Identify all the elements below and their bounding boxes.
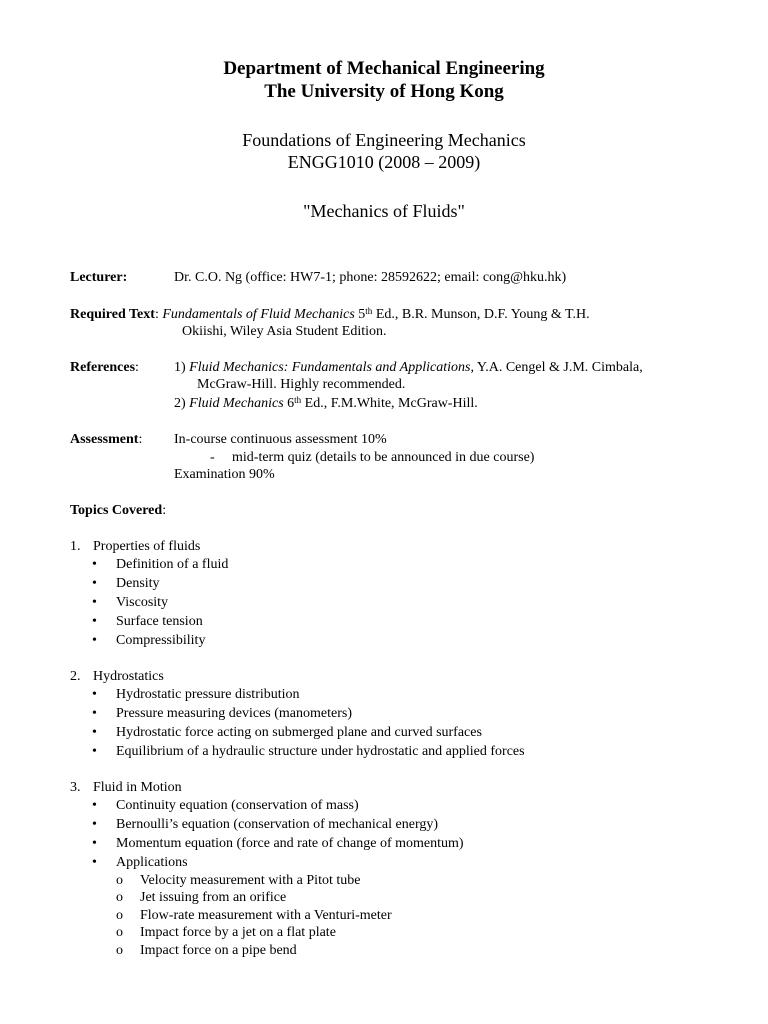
course-title: Foundations of Engineering Mechanics: [242, 130, 526, 150]
list-item-text: Pressure measuring devices (manometers): [116, 706, 352, 721]
list-item-text: Hydrostatic pressure distribution: [116, 687, 300, 702]
bullet-icon: •: [92, 576, 97, 591]
reference-title: Fluid Mechanics: [189, 396, 284, 411]
required-text-line1: [70, 306, 590, 323]
reference-edition-sup: th: [294, 395, 302, 405]
sub-list-item-text: Jet issuing from an orifice: [140, 890, 287, 905]
required-text-line2: Okiishi, Wiley Asia Student Edition.: [182, 324, 387, 339]
required-text-colon: :: [154, 307, 159, 322]
bullet-icon: •: [92, 595, 97, 610]
references-label: References: [70, 360, 136, 375]
reference-item-1-line2: McGraw-Hill. Highly recommended.: [197, 377, 406, 392]
reference-number: 2): [174, 396, 186, 411]
section-title: Properties of fluids: [93, 539, 201, 554]
list-item-text: Continuity equation (conservation of mass): [116, 798, 359, 813]
section-title: Hydrostatics: [93, 669, 164, 684]
section-title: Fluid in Motion: [93, 780, 182, 795]
reference-title: Fluid Mechanics: Fundamentals and Applications: [189, 360, 471, 375]
list-item-text: Compressibility: [116, 633, 206, 648]
sub-list-item-text: Flow-rate measurement with a Venturi-meter: [140, 908, 392, 923]
reference-number: 1): [174, 360, 186, 375]
assessment-label-wrap: [70, 431, 142, 448]
assessment-line3: Examination 90%: [174, 467, 275, 482]
list-item-text: Viscosity: [116, 595, 169, 610]
required-text-label: Required Text: [70, 307, 155, 322]
bullet-icon: •: [92, 836, 97, 851]
reference-item-1: [174, 359, 643, 376]
bullet-icon: •: [92, 557, 97, 572]
reference-item-2: [174, 395, 478, 412]
list-item-text: Density: [116, 576, 160, 591]
lecturer-label: Lecturer:: [70, 270, 128, 285]
bullet-icon: •: [92, 725, 97, 740]
required-text-rest: Ed., B.R. Munson, D.F. Young & T.H.: [375, 307, 590, 322]
topics-label-wrap: [70, 502, 166, 519]
bullet-icon: •: [92, 633, 97, 648]
lecturer-value: Dr. C.O. Ng (office: HW7-1; phone: 28592622; email: cong@hku.hk): [174, 270, 567, 285]
sub-list-item-text: Impact force on a pipe bend: [140, 943, 297, 958]
list-item-text: Momentum equation (force and rate of change of momentum): [116, 836, 464, 851]
list-item-text: Applications: [116, 855, 188, 870]
assessment-line1: In-course continuous assessment 10%: [174, 432, 387, 447]
bullet-icon: •: [92, 614, 97, 629]
list-item-text: Hydrostatic force acting on submerged plane and curved surfaces: [116, 725, 482, 740]
circle-bullet-icon: o: [116, 908, 123, 923]
reference-rest: Ed., F.M.White, McGraw-Hill.: [304, 396, 478, 411]
circle-bullet-icon: o: [116, 873, 123, 888]
circle-bullet-icon: o: [116, 943, 123, 958]
references-colon: :: [135, 360, 139, 375]
list-item-text: Bernoulli’s equation (conservation of mechanical energy): [116, 817, 439, 832]
sub-list-item-text: Impact force by a jet on a flat plate: [140, 925, 336, 940]
list-item-text: Definition of a fluid: [116, 557, 229, 572]
course-code: ENGG1010 (2008 – 2009): [287, 152, 481, 172]
bullet-icon: •: [92, 744, 97, 759]
list-item-text: Surface tension: [116, 614, 203, 629]
references-label-wrap: [70, 359, 139, 376]
assessment-label: Assessment: [70, 432, 139, 447]
topics-label: Topics Covered: [70, 503, 163, 518]
section-number: 3.: [70, 780, 81, 795]
required-text-title: Fundamentals of Fluid Mechanics: [162, 307, 355, 322]
topics-colon: :: [162, 503, 167, 518]
bullet-icon: •: [92, 855, 97, 870]
section-number: 2.: [70, 669, 81, 684]
bullet-icon: •: [92, 706, 97, 721]
bullet-icon: •: [92, 817, 97, 832]
department-heading: Department of Mechanical Engineering: [223, 58, 545, 79]
circle-bullet-icon: o: [116, 925, 123, 940]
assessment-line2: mid-term quiz (details to be announced in due course): [232, 450, 535, 465]
required-text-edition-sup: th: [365, 306, 373, 316]
reference-rest: , Y.A. Cengel & J.M. Cimbala,: [470, 360, 643, 375]
reference-edition-num: 6: [287, 396, 295, 411]
section-number: 1.: [70, 539, 81, 554]
sub-list-item-text: Velocity measurement with a Pitot tube: [140, 873, 361, 888]
circle-bullet-icon: o: [116, 890, 123, 905]
bullet-icon: •: [92, 798, 97, 813]
university-heading: The University of Hong Kong: [264, 81, 504, 102]
required-text-edition-num: 5: [358, 307, 366, 322]
bullet-icon: •: [92, 687, 97, 702]
assessment-colon: :: [138, 432, 143, 447]
module-title: "Mechanics of Fluids": [303, 201, 465, 221]
assessment-dash: -: [210, 450, 215, 465]
list-item-text: Equilibrium of a hydraulic structure under hydrostatic and applied forces: [116, 744, 525, 759]
